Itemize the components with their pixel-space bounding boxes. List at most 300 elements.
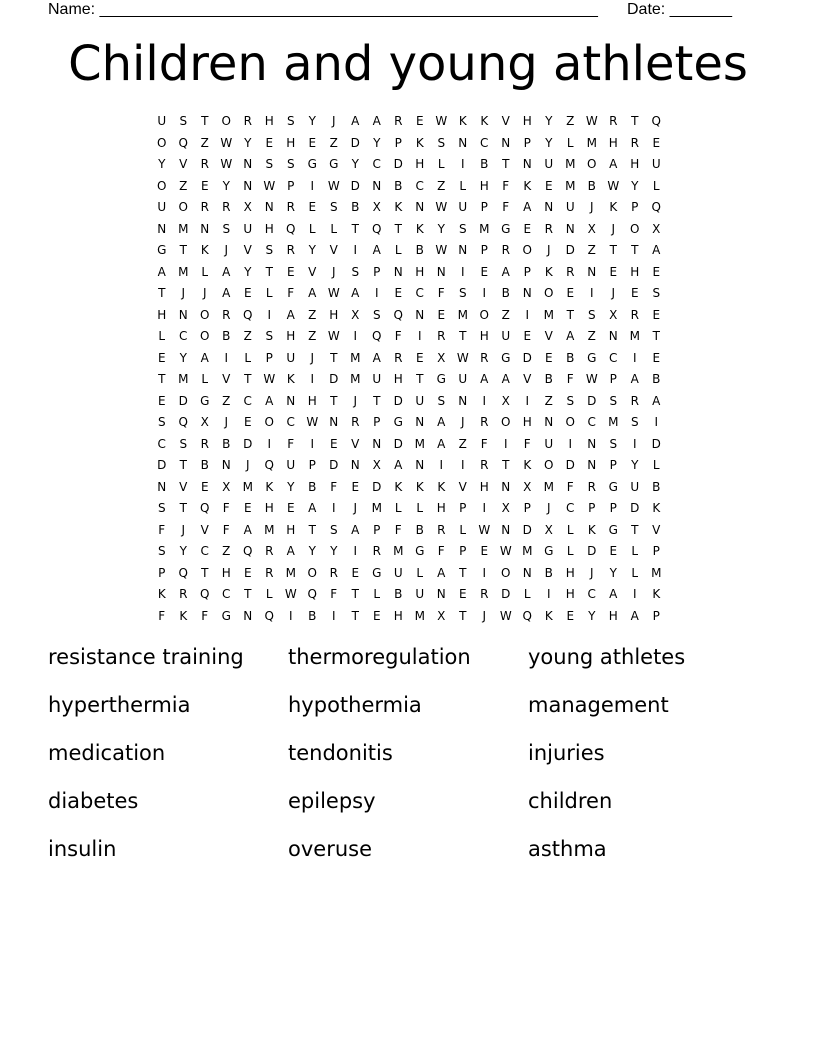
grid-cell: I xyxy=(310,372,315,386)
grid-row xyxy=(151,197,671,219)
grid-cell: L xyxy=(265,286,273,300)
grid-cell: N xyxy=(415,200,425,214)
grid-cell: P xyxy=(631,200,639,214)
grid-cell: L xyxy=(244,350,252,365)
grid-cell: E xyxy=(265,135,274,150)
grid-cell: T xyxy=(308,522,316,537)
grid-cell: J xyxy=(589,565,594,580)
grid-cell: Q xyxy=(393,307,403,322)
grid-row xyxy=(151,326,671,348)
grid-cell: R xyxy=(329,565,338,580)
grid-cell: Y xyxy=(545,135,553,150)
grid-cell: Z xyxy=(544,393,553,408)
grid-cell: M xyxy=(414,608,425,623)
grid-cell: H xyxy=(286,522,296,537)
grid-cell: Q xyxy=(200,501,210,515)
grid-cell: U xyxy=(501,329,511,343)
grid-cell: T xyxy=(609,243,617,257)
grid-cell: S xyxy=(458,221,467,236)
grid-cell: D xyxy=(157,458,167,472)
header-fields xyxy=(48,0,768,20)
grid-cell: N xyxy=(587,458,597,472)
grid-cell: S xyxy=(265,243,274,257)
grid-row xyxy=(151,606,671,628)
grid-cell: A xyxy=(372,243,381,257)
grid-cell: I xyxy=(331,501,336,515)
grid-cell: T xyxy=(179,243,187,257)
grid-cell: I xyxy=(546,587,551,601)
grid-cell: O xyxy=(157,135,167,150)
grid-cell: S xyxy=(437,135,446,150)
grid-cell: Y xyxy=(244,135,252,150)
grid-cell: C xyxy=(415,178,424,193)
grid-cell: W xyxy=(585,372,598,386)
grid-cell: Q xyxy=(651,200,661,214)
grid-cell: E xyxy=(480,264,489,279)
grid-cell: N xyxy=(243,178,253,193)
grid-cell: Y xyxy=(437,221,445,236)
grid-cell: B xyxy=(222,436,231,451)
grid-cell: W xyxy=(456,350,469,365)
grid-cell: E xyxy=(652,307,661,322)
grid-cell: T xyxy=(330,393,338,408)
grid-cell: D xyxy=(393,393,403,408)
grid-cell: J xyxy=(482,608,487,623)
grid-cell: W xyxy=(585,114,598,128)
grid-cell: Y xyxy=(330,544,338,558)
grid-cell: Y xyxy=(179,350,187,365)
grid-cell: L xyxy=(523,587,531,601)
grid-cell: K xyxy=(415,135,424,150)
grid-cell: M xyxy=(608,415,619,429)
grid-cell: B xyxy=(480,157,489,171)
grid-cell: J xyxy=(181,286,186,300)
grid-cell: T xyxy=(373,393,381,408)
grid-cell: E xyxy=(523,329,532,343)
grid-cell: P xyxy=(373,415,381,429)
grid-cell: E xyxy=(544,350,553,365)
grid-cell: R xyxy=(222,200,231,214)
grid-cell: L xyxy=(631,565,639,580)
grid-cell: E xyxy=(609,264,618,279)
grid-cell: S xyxy=(609,393,618,408)
grid-cell: T xyxy=(631,522,639,537)
grid-cell: N xyxy=(350,458,360,472)
grid-cell: C xyxy=(372,157,381,171)
grid-cell: E xyxy=(308,200,317,214)
grid-cell: J xyxy=(245,458,250,472)
grid-cell: U xyxy=(393,565,403,580)
grid-cell: Y xyxy=(545,114,553,128)
grid-cell: R xyxy=(609,114,618,128)
grid-cell: F xyxy=(287,436,295,451)
grid-cell: H xyxy=(307,393,317,408)
grid-cell: F xyxy=(523,436,531,451)
grid-cell: W xyxy=(435,200,448,214)
grid-cell: T xyxy=(179,501,187,515)
grid-cell: X xyxy=(243,200,252,214)
grid-cell: D xyxy=(522,522,532,537)
grid-row xyxy=(151,262,671,284)
grid-row xyxy=(151,176,671,198)
grid-cell: A xyxy=(157,264,166,279)
grid-cell: L xyxy=(416,501,424,515)
grid-cell: D xyxy=(178,393,188,408)
grid-cell: R xyxy=(351,415,360,429)
grid-cell: D xyxy=(587,393,597,408)
grid-cell: U xyxy=(651,157,661,171)
grid-cell: E xyxy=(394,286,403,300)
grid-cell: L xyxy=(459,522,467,537)
grid-row xyxy=(151,520,671,542)
grid-cell: P xyxy=(523,501,531,515)
grid-cell: C xyxy=(587,587,596,601)
grid-cell: X xyxy=(372,458,381,472)
grid-cell: R xyxy=(179,587,188,601)
grid-cell: C xyxy=(157,436,166,451)
grid-cell: A xyxy=(372,114,381,128)
grid-cell: K xyxy=(394,200,403,214)
grid-cell: V xyxy=(544,329,553,343)
grid-cell: K xyxy=(523,458,532,472)
grid-cell: J xyxy=(460,415,465,429)
grid-cell: A xyxy=(243,522,252,537)
grid-cell: Q xyxy=(243,544,253,558)
grid-cell: R xyxy=(437,522,446,537)
grid-cell: P xyxy=(308,458,316,472)
grid-cell: H xyxy=(157,307,167,322)
grid-cell: R xyxy=(630,307,639,322)
grid-cell: E xyxy=(200,479,209,494)
grid-cell: P xyxy=(588,501,596,515)
grid-cell: K xyxy=(587,522,596,537)
grid-cell: B xyxy=(566,350,575,365)
grid-cell: T xyxy=(631,114,639,128)
grid-cell: S xyxy=(265,329,274,343)
grid-cell: P xyxy=(609,458,617,472)
grid-cell: M xyxy=(479,221,490,236)
grid-cell: A xyxy=(265,393,274,408)
grid-cell: Y xyxy=(179,544,187,558)
grid-cell: M xyxy=(586,135,597,150)
grid-cell: F xyxy=(502,178,510,193)
grid-cell: C xyxy=(609,350,618,365)
word-list-item: thermoregulation xyxy=(288,645,471,669)
grid-cell: E xyxy=(329,436,338,451)
grid-cell: S xyxy=(286,157,295,171)
grid-cell: H xyxy=(479,329,489,343)
grid-cell: W xyxy=(306,415,319,429)
grid-cell: E xyxy=(480,544,489,558)
grid-cell: V xyxy=(652,522,661,537)
grid-cell: I xyxy=(267,436,272,451)
grid-cell: K xyxy=(415,479,424,494)
date-field: Date: _______ xyxy=(627,1,732,18)
grid-cell: A xyxy=(480,372,489,386)
grid-cell: A xyxy=(437,415,446,429)
grid-cell: C xyxy=(566,501,575,515)
grid-cell: R xyxy=(200,200,209,214)
grid-cell: B xyxy=(544,372,553,386)
grid-cell: N xyxy=(243,608,253,623)
grid-cell: N xyxy=(565,221,575,236)
grid-cell: L xyxy=(566,522,574,537)
grid-cell: F xyxy=(222,501,230,515)
grid-cell: U xyxy=(157,114,167,128)
grid-cell: B xyxy=(652,479,661,494)
grid-cell: O xyxy=(178,200,188,214)
grid-cell: H xyxy=(479,178,489,193)
grid-row xyxy=(151,111,671,133)
grid-cell: V xyxy=(351,436,360,451)
grid-cell: E xyxy=(243,286,252,300)
grid-cell: I xyxy=(417,329,422,343)
grid-cell: N xyxy=(458,243,468,257)
grid-cell: H xyxy=(264,114,274,128)
grid-cell: A xyxy=(437,565,446,580)
grid-cell: R xyxy=(200,157,209,171)
grid-cell: N xyxy=(157,479,167,494)
grid-cell: R xyxy=(501,243,510,257)
grid-cell: U xyxy=(286,350,296,365)
grid-row xyxy=(151,455,671,477)
grid-cell: N xyxy=(329,415,339,429)
grid-cell: A xyxy=(222,264,231,279)
grid-cell: F xyxy=(330,479,338,494)
grid-cell: S xyxy=(265,157,274,171)
grid-cell: H xyxy=(630,264,640,279)
grid-cell: N xyxy=(415,458,425,472)
grid-row xyxy=(151,219,671,241)
grid-cell: S xyxy=(566,393,575,408)
grid-cell: T xyxy=(244,587,252,601)
grid-cell: X xyxy=(200,415,209,429)
grid-cell: I xyxy=(568,436,573,451)
grid-cell: U xyxy=(286,458,296,472)
grid-cell: B xyxy=(394,178,403,193)
grid-cell: A xyxy=(222,286,231,300)
grid-cell: I xyxy=(310,178,315,193)
grid-cell: D xyxy=(329,372,339,386)
grid-cell: A xyxy=(372,350,381,365)
grid-cell: B xyxy=(308,479,317,494)
grid-cell: K xyxy=(652,501,661,515)
word-list-item: children xyxy=(528,789,613,813)
grid-cell: E xyxy=(351,565,360,580)
grid-cell: H xyxy=(415,157,425,171)
grid-cell: E xyxy=(286,264,295,279)
grid-cell: M xyxy=(285,565,296,580)
grid-cell: N xyxy=(544,415,554,429)
grid-row xyxy=(151,283,671,305)
grid-cell: T xyxy=(179,458,187,472)
grid-cell: E xyxy=(652,264,661,279)
grid-cell: N xyxy=(522,565,532,580)
grid-cell: P xyxy=(459,501,467,515)
grid-cell: N xyxy=(608,329,618,343)
grid-cell: S xyxy=(437,393,446,408)
grid-cell: V xyxy=(458,479,467,494)
grid-cell: T xyxy=(394,221,402,236)
grid-cell: N xyxy=(522,286,532,300)
grid-cell: Q xyxy=(372,221,382,236)
grid-cell: K xyxy=(286,372,295,386)
grid-cell: P xyxy=(265,350,273,365)
grid-cell: D xyxy=(651,436,661,451)
grid-cell: U xyxy=(243,221,253,236)
grid-cell: Y xyxy=(308,243,316,257)
grid-cell: K xyxy=(480,114,489,128)
grid-cell: Q xyxy=(307,587,317,601)
grid-cell: F xyxy=(222,522,230,537)
grid-cell: G xyxy=(587,350,597,365)
grid-cell: K xyxy=(544,608,553,623)
grid-cell: A xyxy=(609,157,618,171)
grid-cell: N xyxy=(393,264,403,279)
grid-cell: M xyxy=(543,479,554,494)
grid-cell: I xyxy=(224,350,229,365)
grid-cell: R xyxy=(480,350,489,365)
grid-cell: X xyxy=(372,200,381,214)
grid-cell: H xyxy=(565,587,575,601)
grid-row xyxy=(151,477,671,499)
grid-cell: H xyxy=(329,307,339,322)
grid-cell: Y xyxy=(631,458,639,472)
grid-cell: N xyxy=(436,587,446,601)
grid-cell: O xyxy=(501,415,511,429)
grid-cell: F xyxy=(158,608,166,623)
grid-cell: Y xyxy=(287,479,295,494)
grid-cell: E xyxy=(243,501,252,515)
grid-cell: E xyxy=(372,608,381,623)
grid-cell: J xyxy=(224,243,229,257)
grid-cell: R xyxy=(480,587,489,601)
grid-cell: W xyxy=(478,522,491,537)
grid-cell: K xyxy=(394,479,403,494)
grid-cell: H xyxy=(264,221,274,236)
grid-cell: Z xyxy=(458,436,467,451)
grid-cell: Q xyxy=(286,221,296,236)
grid-cell: E xyxy=(415,114,424,128)
grid-cell: E xyxy=(630,286,639,300)
grid-cell: R xyxy=(394,350,403,365)
grid-cell: O xyxy=(630,221,640,236)
grid-cell: J xyxy=(546,243,551,257)
grid-cell: N xyxy=(501,522,511,537)
grid-cell: X xyxy=(652,221,661,236)
grid-cell: M xyxy=(178,221,189,236)
grid-cell: Q xyxy=(243,307,253,322)
grid-cell: R xyxy=(587,479,596,494)
grid-cell: L xyxy=(308,221,316,236)
grid-cell: T xyxy=(158,286,166,300)
grid-cell: X xyxy=(544,522,553,537)
grid-cell: L xyxy=(201,372,209,386)
grid-cell: C xyxy=(243,393,252,408)
grid-cell: W xyxy=(327,286,340,300)
grid-cell: T xyxy=(502,157,510,171)
grid-cell: K xyxy=(265,479,274,494)
grid-cell: A xyxy=(394,458,403,472)
grid-cell: M xyxy=(178,264,189,279)
grid-cell: S xyxy=(652,286,661,300)
grid-cell: D xyxy=(393,436,403,451)
grid-row xyxy=(151,348,671,370)
grid-cell: I xyxy=(525,307,530,322)
grid-cell: W xyxy=(607,178,620,193)
grid-cell: I xyxy=(482,393,487,408)
grid-cell: J xyxy=(353,501,358,515)
grid-cell: N xyxy=(458,393,468,408)
letter-grid xyxy=(151,111,671,627)
grid-cell: F xyxy=(502,200,510,214)
grid-cell: W xyxy=(327,329,340,343)
grid-cell: N xyxy=(200,221,210,236)
grid-cell: C xyxy=(587,415,596,429)
grid-cell: E xyxy=(652,350,661,365)
grid-cell: N xyxy=(221,458,231,472)
grid-cell: E xyxy=(458,587,467,601)
grid-cell: M xyxy=(543,307,554,322)
grid-cell: X xyxy=(222,479,231,494)
grid-cell: G xyxy=(372,565,382,580)
grid-cell: A xyxy=(609,587,618,601)
grid-row xyxy=(151,133,671,155)
grid-cell: I xyxy=(482,565,487,580)
grid-cell: A xyxy=(200,350,209,365)
grid-cell: P xyxy=(480,200,488,214)
grid-cell: E xyxy=(544,178,553,193)
grid-cell: M xyxy=(522,544,533,558)
grid-cell: C xyxy=(480,135,489,150)
grid-cell: W xyxy=(220,157,233,171)
grid-cell: B xyxy=(222,329,231,343)
grid-cell: A xyxy=(630,608,639,623)
grid-cell: S xyxy=(157,544,166,558)
grid-cell: S xyxy=(630,415,639,429)
grid-cell: I xyxy=(654,415,659,429)
grid-cell: R xyxy=(480,458,489,472)
grid-cell: H xyxy=(565,565,575,580)
grid-cell: A xyxy=(523,200,532,214)
grid-cell: U xyxy=(458,372,468,386)
grid-cell: E xyxy=(243,565,252,580)
grid-cell: R xyxy=(566,264,575,279)
grid-cell: R xyxy=(265,565,274,580)
grid-cell: N xyxy=(372,436,382,451)
grid-cell: Q xyxy=(264,458,274,472)
grid-cell: B xyxy=(652,372,661,386)
grid-cell: D xyxy=(393,157,403,171)
grid-cell: G xyxy=(221,608,231,623)
grid-cell: Q xyxy=(178,135,188,150)
grid-cell: V xyxy=(308,264,317,279)
grid-cell: D xyxy=(350,135,360,150)
grid-row xyxy=(151,391,671,413)
grid-cell: X xyxy=(587,221,596,236)
grid-cell: K xyxy=(458,114,467,128)
grid-cell: K xyxy=(200,243,209,257)
grid-cell: U xyxy=(565,200,575,214)
grid-cell: I xyxy=(439,458,444,472)
grid-cell: S xyxy=(179,436,188,451)
grid-cell: V xyxy=(179,479,188,494)
grid-cell: Z xyxy=(179,178,188,193)
grid-cell: F xyxy=(394,329,402,343)
grid-cell: L xyxy=(437,157,445,171)
grid-cell: K xyxy=(415,221,424,236)
grid-cell: S xyxy=(179,114,188,128)
